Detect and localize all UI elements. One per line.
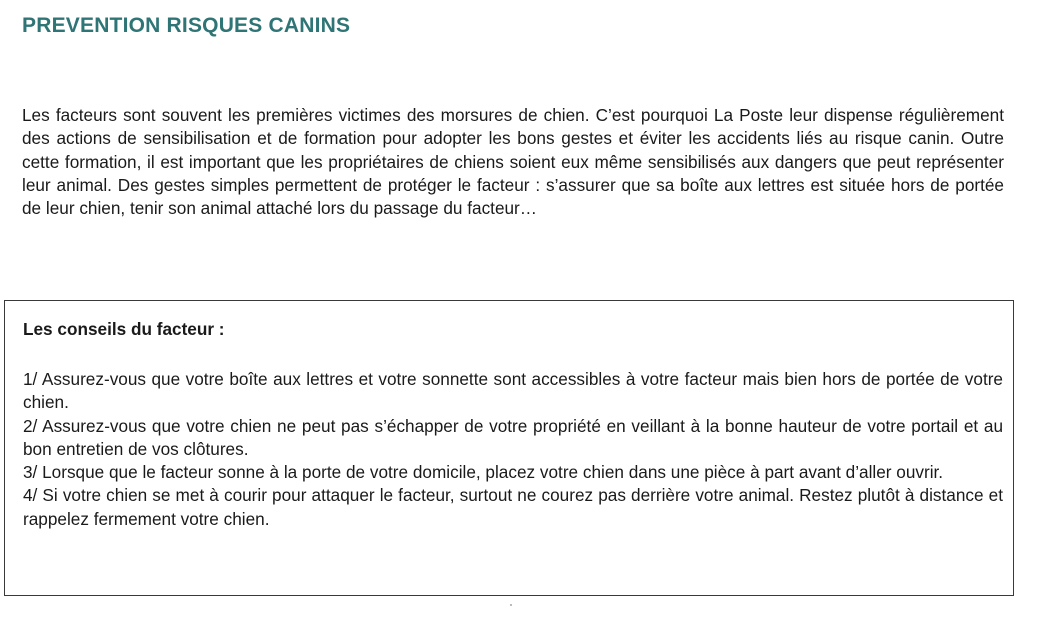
advice-item-4: 4/ Si votre chien se met à courir pour attaquer le facteur, surtout ne courez pas derrière votre animal. Restez plutôt à distance et rappelez fermement votre chien.	[23, 485, 1003, 529]
document-title: PREVENTION RISQUES CANINS	[22, 14, 351, 37]
advice-box	[4, 300, 1014, 596]
intro-paragraph: Les facteurs sont souvent les premières victimes des morsures de chien. C’est pourquoi La Poste leur dispense régulièrement des actions de sensibilisation et de formation pour adopter les bons gestes et éviter les accidents liés au risque canin. Outre cette formation, il est important que les propriétaires de chiens soient eux même sensibilisés aux dangers que peut représenter leur animal. Des gestes simples permettent de protéger le facteur : s’assurer que sa boîte aux lettres est située hors de portée de leur chien, tenir son animal attaché lors du passage du facteur…	[22, 105, 1004, 219]
advice-list	[23, 368, 1003, 531]
advice-item-1: 1/ Assurez-vous que votre boîte aux lettres et votre sonnette sont accessibles à votre facteur mais bien hors de portée de votre chien.	[23, 369, 1003, 413]
scan-artifact	[510, 604, 512, 606]
advice-item-3: 3/ Lorsque que le facteur sonne à la porte de votre domicile, placez votre chien dans une pièce à part avant d’aller ouvrir.	[23, 462, 944, 483]
advice-item-2: 2/ Assurez-vous que votre chien ne peut pas s’échapper de votre propriété en veillant à la bonne hauteur de votre portail et au bon entretien de vos clôtures.	[23, 415, 1003, 459]
advice-heading: Les conseils du facteur :	[23, 319, 225, 339]
